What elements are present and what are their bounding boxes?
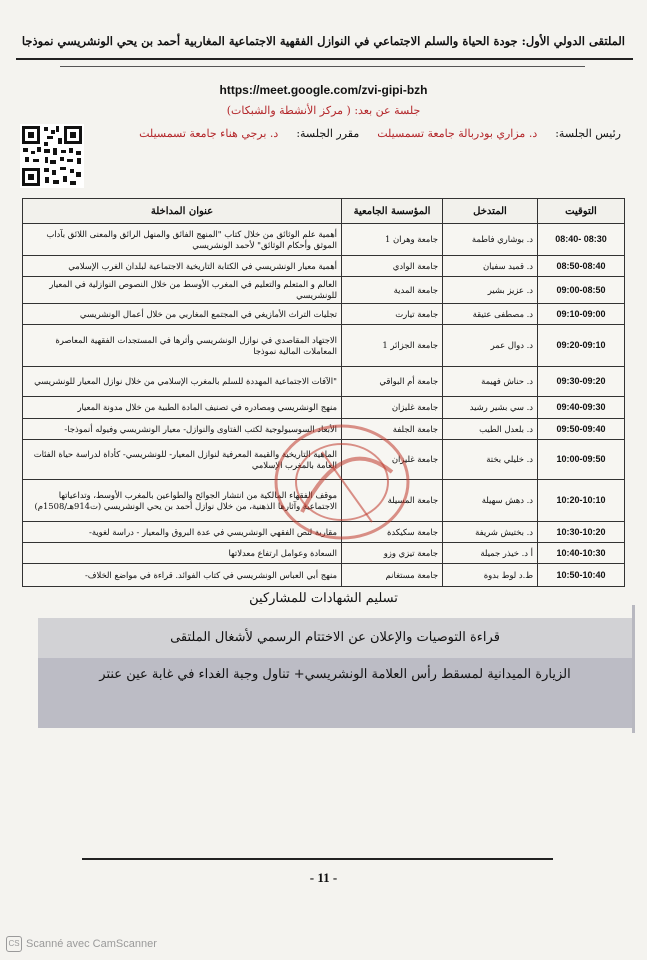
cell-speaker: د. عزيز بشير (443, 277, 538, 304)
cell-title: موقف الفقهاء المالكية من انتشار الجوائح والطواعين بالمغرب الأوسط، وتداعياتها الاجتماعية وآثارها الذهنية، من خلال نوازل أحمد بن يحي الونشريسي (ت914هـ/1508م) (23, 480, 342, 522)
table-header-row (23, 199, 625, 224)
table-row (23, 419, 625, 440)
page-number: - 11 - (309, 870, 338, 885)
cell-institution: جامعة غليزان (342, 397, 443, 419)
cell-speaker: د. خليلي بختة (443, 440, 538, 480)
table-row (23, 480, 625, 522)
cell-time: 09:10-09:00 (538, 304, 625, 325)
table-row (23, 522, 625, 543)
meet-link[interactable]: https://meet.google.com/zvi-gipi-bzh (219, 83, 428, 97)
cell-institution: جامعة المدية (342, 277, 443, 304)
cell-speaker: د. بختيش شريفة (443, 522, 538, 543)
cell-speaker: د. مصطفى عتيقة (443, 304, 538, 325)
cell-time: 08:50-08:40 (538, 256, 625, 277)
table-row (23, 367, 625, 397)
rapporteur-label: مقرر الجلسة: (296, 127, 360, 140)
cell-speaker: أ د. خيذر جميلة (443, 543, 538, 564)
cell-time: 10:40-10:30 (538, 543, 625, 564)
cell-institution: جامعة الوادي (342, 256, 443, 277)
cell-speaker: د. دهش سهيلة (443, 480, 538, 522)
cell-institution: جامعة سكيكدة (342, 522, 443, 543)
recommendations-band: قراءة التوصيات والإعلان عن الاختتام الرسمي لأشغال الملتقى (38, 618, 632, 658)
cell-institution: جامعة غليزان (342, 440, 443, 480)
cell-institution: جامعة أم البواقي (342, 367, 443, 397)
cell-speaker: ط.د لوط بدوة (443, 564, 538, 587)
cell-title: أهمية علم الوثائق من خلال كتاب "المنهج الفائق والمنهل الرائق والمعنى اللائق بآداب الموثق وأحكام الوثائق" لأحمد الونشريسي (23, 224, 342, 256)
footer-rule (82, 858, 553, 860)
cell-speaker: د. دوال عمر (443, 325, 538, 367)
cell-time: 10:20-10:10 (538, 480, 625, 522)
cell-title: أهمية معيار الونشريسي في الكتابة التاريخية الاجتماعية لبلدان الغرب الإسلامي (23, 256, 342, 277)
camscanner-logo-icon: CS (6, 936, 22, 952)
table-row (23, 564, 625, 587)
cell-speaker: د. حناش فهيمة (443, 367, 538, 397)
schedule-table (22, 198, 625, 587)
cell-time: 10:00-09:50 (538, 440, 625, 480)
cell-institution: جامعة تيارت (342, 304, 443, 325)
field-visit-text: الزيارة الميدانية لمسقط رأس العلامة الونشريسي+ تناول وجبة الغداء في غابة عين عنتر (99, 667, 571, 682)
chair-value: د. مزاري بودربالة جامعة تسمسيلت (377, 127, 538, 140)
watermark-text: Scanné avec CamScanner (26, 938, 157, 950)
cell-time: 09:50-09:40 (538, 419, 625, 440)
session-officials (100, 127, 621, 140)
table-row (23, 256, 625, 277)
chair-label: رئيس الجلسة: (555, 127, 621, 140)
camscanner-watermark (6, 936, 157, 952)
cell-title: الاجتهاد المقاصدي في نوازل الونشريسي وأثرها في المستجدات الفقهية المعاصرة المعاملات المالية نموذجا (23, 325, 342, 367)
cell-time: 08:40- 08:30 (538, 224, 625, 256)
cell-title: منهج الونشريسي ومصادره في تصنيف المادة الطبية من خلال مدونة المعيار (23, 397, 342, 419)
cell-speaker: د. بوشاري فاطمة (443, 224, 538, 256)
qr-code-icon (20, 124, 84, 188)
table-row (23, 543, 625, 564)
cell-speaker: د. سي بشير رشيد (443, 397, 538, 419)
header-title: عنوان المداخلة (23, 199, 342, 224)
session-note: جلسة عن بعد: ( مركز الأنشطة والشبكات) (226, 104, 421, 117)
cell-title: الماهية التاريخية والقيمة المعرفية لنوازل المعيار- للونشريسي- كأداة لدراسة حياة الفئات العامة بالمغرب الإسلامي (23, 440, 342, 480)
header-institution: المؤسسة الجامعية (342, 199, 443, 224)
header-time: التوقيت (538, 199, 625, 224)
field-visit-band (38, 658, 632, 728)
table-row (23, 224, 625, 256)
cell-time: 09:00-08:50 (538, 277, 625, 304)
header-rule-thin (60, 66, 585, 67)
certificates-line: تسليم الشهادات للمشاركين (249, 591, 398, 606)
cell-time: 09:20-09:10 (538, 325, 625, 367)
cell-time: 09:40-09:30 (538, 397, 625, 419)
band-edge (632, 605, 635, 733)
table-row (23, 325, 625, 367)
cell-title: "الآفات الاجتماعية المهددة للسلم بالمغرب الإسلامي من خلال نوازل المعيار للونشريسي (23, 367, 342, 397)
cell-title: منهج أبي العباس الونشريسي في كتاب الفوائد. قراءة في مواضع الخلاف- (23, 564, 342, 587)
cell-institution: جامعة المسيلة (342, 480, 443, 522)
cell-time: 10:30-10:20 (538, 522, 625, 543)
cell-time: 10:50-10:40 (538, 564, 625, 587)
conference-header-title: الملتقى الدولي الأول: جودة الحياة والسلم الاجتماعي في النوازل الفقهية الاجتماعية المغاربية أحمد بن يحي الونشريسي نموذجا (21, 34, 625, 48)
cell-title: السعادة وعوامل ارتفاع معدلاتها (23, 543, 342, 564)
cell-institution: جامعة الجزائر 1 (342, 325, 443, 367)
cell-title: مقاربة لنص الفقهي الونشريسي في عدة البروق والمعيار - دراسة لغوية- (23, 522, 342, 543)
table-row (23, 304, 625, 325)
cell-title: العالم و المتعلم والتعليم في المغرب الأوسط من خلال النصوص النوازلية في المعيار للونشريسي (23, 277, 342, 304)
cell-institution: جامعة مستغانم (342, 564, 443, 587)
cell-title: الأبعاد السوسيولوجية لكتب الفتاوى والنوازل- معيار الونشريسي وفيوله أنموذجا- (23, 419, 342, 440)
rapporteur-value: د. برجي هناء جامعة تسمسيلت (139, 127, 279, 140)
cell-institution: جامعة وهران 1 (342, 224, 443, 256)
header-speaker: المتدخل (443, 199, 538, 224)
table-row (23, 397, 625, 419)
cell-time: 09:30-09:20 (538, 367, 625, 397)
cell-institution: جامعة الجلفة (342, 419, 443, 440)
cell-title: تجليات التراث الأمازيغي في المجتمع المغاربي من خلال أعمال الونشريسي (23, 304, 342, 325)
table-row (23, 277, 625, 304)
cell-speaker: د. قميد سفيان (443, 256, 538, 277)
cell-institution: جامعة تيزي وزو (342, 543, 443, 564)
cell-speaker: د. بلعدل الطيب (443, 419, 538, 440)
header-rule (16, 58, 633, 60)
table-row (23, 440, 625, 480)
